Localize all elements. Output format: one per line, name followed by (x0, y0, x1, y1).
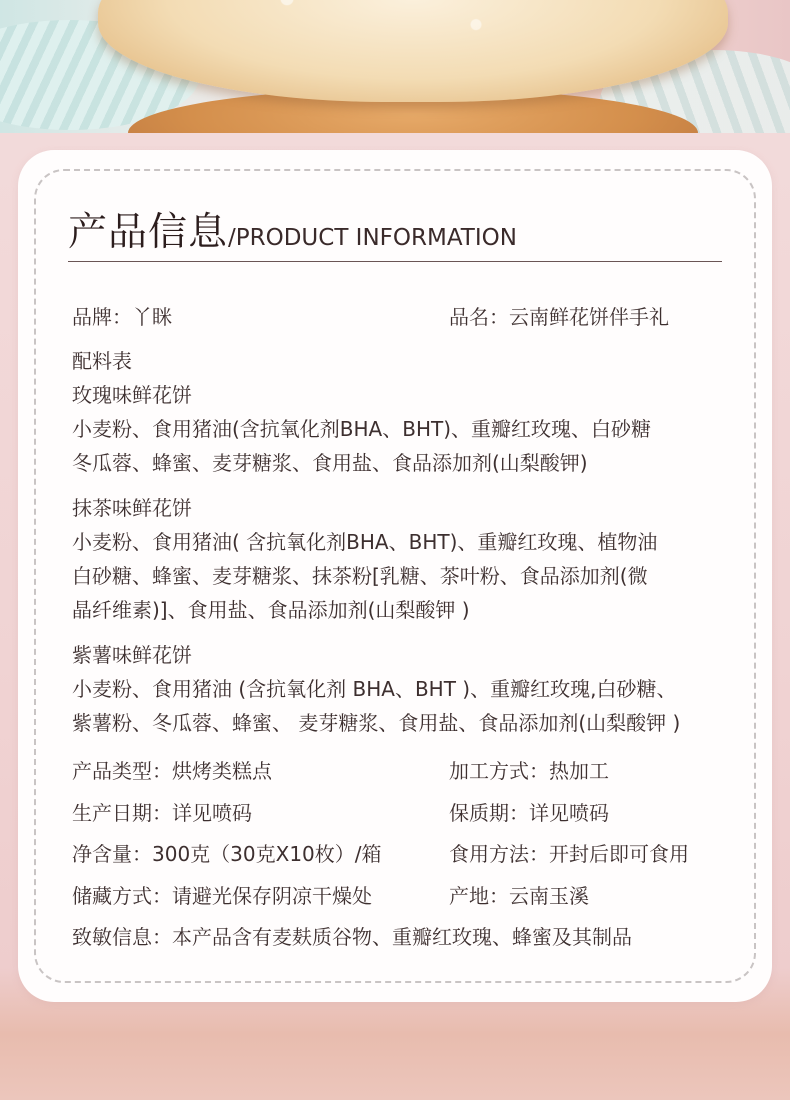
ingredient-line: 晶纤维素)]、食用盐、食品添加剂(山梨酸钾 ) (72, 598, 470, 622)
spec-list (72, 754, 752, 962)
brand-label: 品牌： (72, 305, 132, 329)
brand-row (72, 300, 752, 334)
info-content (72, 300, 752, 962)
product-info-card (18, 150, 772, 1002)
ingredient-line: 冬瓜蓉、蜂蜜、麦芽糖浆、食用盐、食品添加剂(山梨酸钾) (72, 451, 588, 475)
flavor-matcha (72, 491, 752, 627)
spec-left: 生产日期：详见喷码 (72, 800, 252, 825)
ingredient-line: 紫薯粉、冬瓜蓉、蜂蜜、 麦芽糖浆、食用盐、食品添加剂(山梨酸钾 ) (72, 711, 681, 735)
flavor-purple-potato (72, 638, 752, 740)
spec-right: 保质期：详见喷码 (449, 800, 609, 825)
spec-left: 净含量：300克（30克X10枚）/箱 (72, 842, 382, 866)
product-name-value: 云南鲜花饼伴手礼 (509, 305, 669, 329)
spec-right: 产地：云南玉溪 (449, 883, 589, 908)
ingredient-line: 小麦粉、食用猪油 (含抗氧化剂 BHA、BHT )、重瓣红玫瑰,白砂糖、 (72, 677, 677, 701)
spec-row (72, 754, 752, 796)
flavor-rose (72, 378, 752, 480)
spec-row (72, 837, 752, 879)
ingredient-line: 小麦粉、食用猪油(含抗氧化剂BHA、BHT)、重瓣红玫瑰、白砂糖 (72, 417, 652, 441)
brand-value: 丫眯 (132, 305, 172, 329)
title-english: /PRODUCT INFORMATION (228, 225, 517, 251)
spec-right: 食用方法：开封后即可食用 (449, 842, 689, 866)
flavor-name: 紫薯味鲜花饼 (72, 643, 192, 667)
flavor-name: 抹茶味鲜花饼 (72, 496, 192, 520)
flavor-name: 玫瑰味鲜花饼 (72, 383, 192, 407)
spec-left: 储藏方式：请避光保存阴凉干燥处 (72, 883, 372, 908)
product-photo (0, 0, 790, 133)
spec-right: 加工方式：热加工 (449, 759, 609, 783)
ingredient-line: 白砂糖、蜂蜜、麦芽糖浆、抹茶粉[乳糖、茶叶粉、食品添加剂(微 (72, 564, 648, 588)
spec-row (72, 796, 752, 838)
allergen-info: 致敏信息：本产品含有麦麸质谷物、重瓣红玫瑰、蜂蜜及其制品 (72, 925, 632, 949)
spec-row (72, 879, 752, 921)
ingredients-heading: 配料表 (72, 349, 132, 373)
spec-left: 产品类型：烘烤类糕点 (72, 759, 272, 783)
title-chinese: 产品信息 (68, 210, 229, 255)
ingredient-line: 小麦粉、食用猪油( 含抗氧化剂BHA、BHT)、重瓣红玫瑰、植物油 (72, 530, 658, 554)
product-name-label: 品名： (449, 305, 509, 329)
allergen-row (72, 920, 752, 962)
section-title (68, 204, 722, 262)
